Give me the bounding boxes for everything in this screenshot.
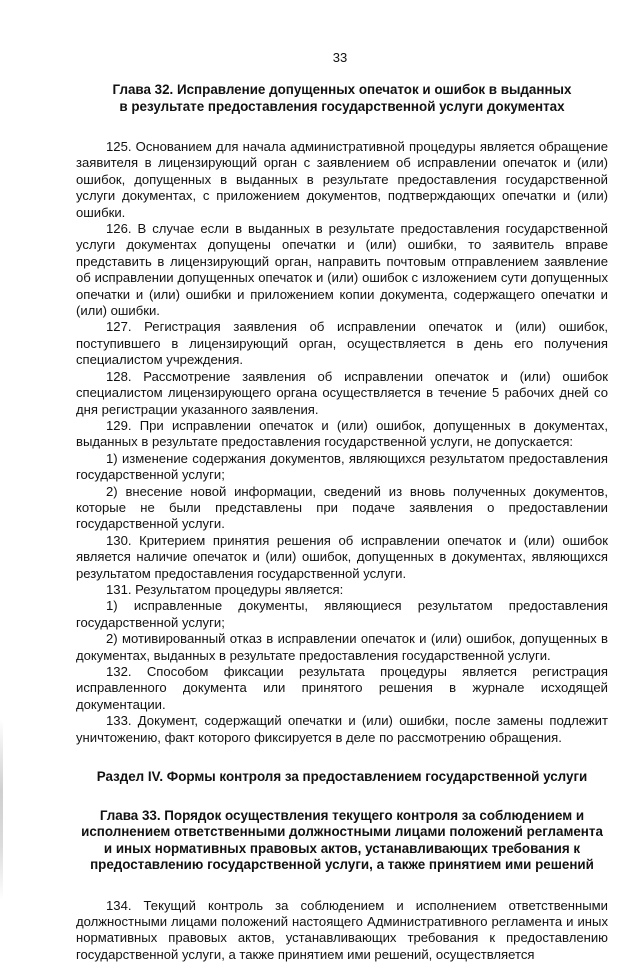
paragraph-126: 126. В случае если в выданных в результате предоставления государственной услуги документах допущены опечатки и (или) ошибки, то заявитель вправе представить в лицензирующий орган, направить почтовым отправлением заявление об исправлении допущенных опечаток и (или) ошибок с изложением сути допущенных опечатки и (или) ошибки и приложением копии документа, содержащего опечатки и (или) ошибки. bbox=[76, 221, 608, 319]
paragraph-133: 133. Документ, содержащий опечатки и (или) ошибки, после замены подлежит уничтожению, факт которого фиксируется в деле по рассмотрению обращения. bbox=[76, 713, 608, 745]
paragraph-129-item-2: 2) внесение новой информации, сведений из вновь полученных документов, которые не были представлены при подаче заявления о предоставлении государственной услуги. bbox=[76, 483, 608, 532]
chapter-33-title-line-3: и иных нормативных правовых актов, устанавливающих требования к bbox=[103, 840, 581, 856]
section-4-title: Раздел IV. Формы контроля за предоставлением государственной услуги bbox=[96, 769, 588, 785]
spacer bbox=[76, 746, 608, 769]
chapter-33-body bbox=[76, 898, 608, 963]
spacer bbox=[76, 786, 608, 808]
paragraph-130: 130. Критерием принятия решения об исправлении опечаток и (или) ошибок является наличие опечаток и (или) ошибок, допущенных в документах, являющихся результатом предоставления государственной услуги. bbox=[76, 532, 608, 581]
chapter-33-heading bbox=[76, 808, 608, 874]
paragraph-129-item-1: 1) изменение содержания документов, являющихся результатом предоставления государственной услуги; bbox=[76, 450, 608, 483]
chapter-33-title-line-2: исполнением ответственными должностными лицами положений регламента bbox=[81, 824, 603, 840]
chapter-33-title-line-1: Глава 33. Порядок осуществления текущего контроля за соблюдением и bbox=[99, 807, 585, 823]
paragraph-127: 127. Регистрация заявления об исправлении опечаток и (или) ошибок, поступившего в лицензирующий орган, осуществляется в день его получения специалистом учреждения. bbox=[76, 319, 608, 368]
chapter-33-title-line-4: предоставлению государственной услуги, а также принятием ими решений bbox=[90, 857, 594, 873]
paragraph-131-item-1: 1) исправленные документы, являющиеся результатом предоставления государственной услуги; bbox=[76, 598, 608, 630]
paragraph-131: 131. Результатом процедуры является: bbox=[106, 581, 344, 597]
paragraph-125: 125. Основанием для начала административной процедуры является обращение заявителя в лицензирующий орган с заявлением об исправлении опечаток и (или) ошибок, допущенных в выданных в результате предоставления государственной услуги документах, с приложением документов, подтверждающих опечатки и (или) ошибки. bbox=[76, 139, 608, 220]
paragraph-132: 132. Способом фиксации результата процедуры является регистрация исправленного документа или принятого решения в журнале исходящей документации. bbox=[76, 664, 608, 712]
scan-edge-shadow bbox=[0, 720, 3, 900]
chapter-32-title-line-1: Глава 32. Исправление допущенных опечаток и ошибок в выданных bbox=[112, 82, 572, 97]
page-content bbox=[76, 82, 608, 963]
chapter-32-body bbox=[76, 139, 608, 746]
paragraph-128: 128. Рассмотрение заявления об исправлении опечаток и (или) ошибок специалистом лицензирующего органа осуществляется в течение 5 рабочих дней со дня регистрации указанного заявления. bbox=[76, 368, 608, 417]
spacer bbox=[76, 874, 608, 898]
chapter-32-heading bbox=[76, 82, 608, 115]
chapter-32-title-line-2: в результате предоставления государственной услуги документах bbox=[119, 98, 565, 114]
spacer bbox=[76, 115, 608, 139]
paragraph-129: 129. При исправлении опечаток и (или) ошибок, допущенных в документах, выданных в результате предоставления государственной услуги, не допускается: bbox=[76, 417, 608, 450]
page-number: 33 bbox=[332, 50, 348, 65]
paragraph-131-item-2: 2) мотивированный отказ в исправлении опечаток и (или) ошибок, допущенных в документах, выданных в результате предоставления государственной услуги. bbox=[76, 631, 608, 663]
paragraph-134: 134. Текущий контроль за соблюдением и исполнением ответственными должностными лицами положений настоящего Административного регламента и иных нормативных правовых актов, устанавливающих требования к предоставлению государственной услуги, а также принятием ими решений, осуществляется bbox=[76, 897, 608, 962]
